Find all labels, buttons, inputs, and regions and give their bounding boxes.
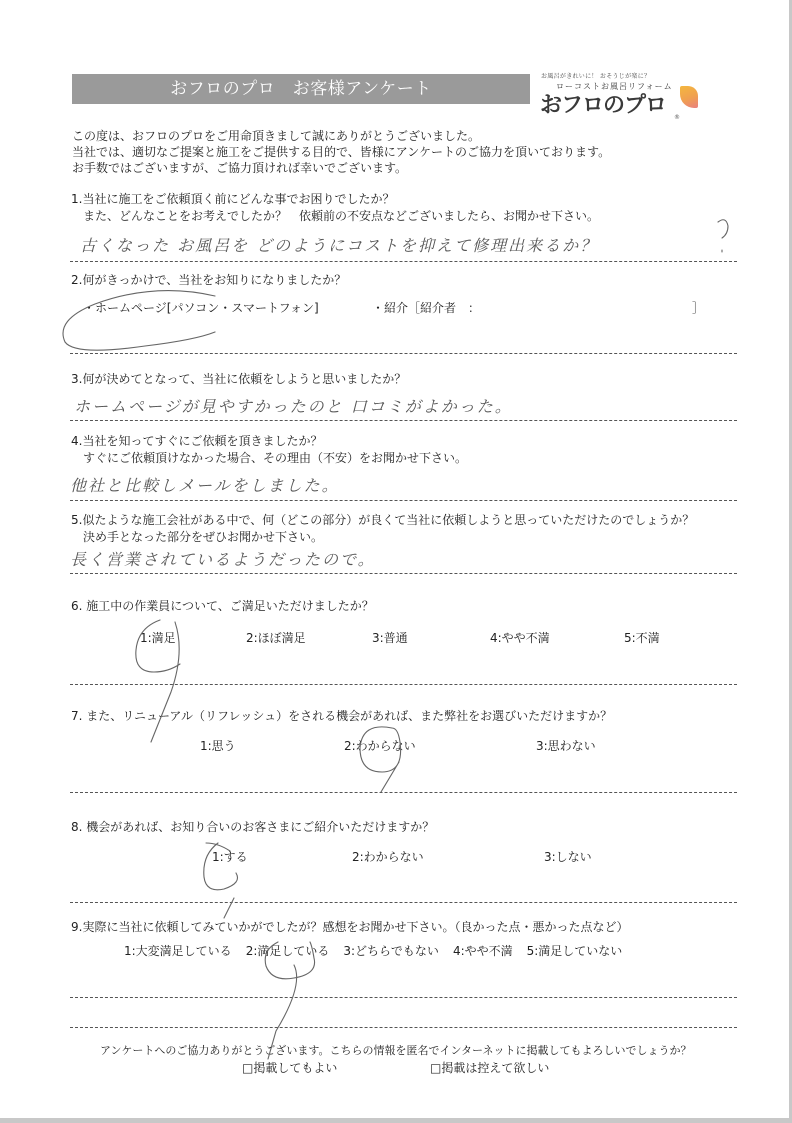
q8-option-2[interactable]: 2:わからない	[352, 850, 424, 864]
q4-handwritten-answer[interactable]: 他社と比較しメールをしました。	[70, 476, 340, 495]
q1-handwritten-answer[interactable]: 古くなった お風呂を どのようにコストを抑えて修理出来るか？	[80, 236, 599, 255]
q4-line-2: すぐにご依頼頂けなかった場合、その理由（不安）をお聞かせ下さい。	[71, 451, 468, 465]
q6-option-3[interactable]: 3:普通	[372, 631, 408, 645]
q8-option-3[interactable]: 3:しない	[544, 850, 592, 864]
q9-answer-line-2	[70, 1027, 737, 1028]
q5-answer-line	[70, 573, 737, 574]
intro-line-3: お手数ではございますが、ご協力頂ければ幸いでございます。	[72, 161, 408, 175]
q8-answer-line	[70, 902, 737, 903]
logo-accent-icon	[680, 86, 698, 108]
q9-options-row	[124, 944, 622, 959]
q5-line-1: 5.似たような施工会社がある中で、何（どこの部分）が良くて当社に依頼しようと思っていただけたのでしょうか？	[71, 513, 695, 527]
consent-option-no[interactable]	[430, 1061, 549, 1076]
q8-option-1[interactable]: 1:する	[212, 850, 248, 864]
q3-line-1: 3.何が決めてとなって、当社に依頼をしようと思いましたか？	[71, 372, 407, 386]
q3-answer-line	[70, 420, 737, 421]
q7-option-2[interactable]: 2:わからない	[344, 739, 416, 753]
q9-option-1[interactable]: 1:大変満足している	[124, 944, 232, 958]
q1-question-mark-stroke	[718, 220, 728, 252]
q7-option-3[interactable]: 3:思わない	[536, 739, 596, 753]
q9-option-5[interactable]: 5:満足していない	[526, 944, 623, 958]
intro-line-1: この度は、おフロのプロをご用命頂きまして誠にありがとうございました。	[72, 129, 481, 143]
q3-handwritten-answer[interactable]: ホームページが見やすかったのと 口コミがよかった。	[74, 397, 513, 416]
q9-answer-line-1	[70, 997, 737, 998]
consent-option-ok[interactable]	[242, 1061, 337, 1076]
logo-tagline: お風呂がきれいに！ おそうじが楽に？	[541, 73, 651, 80]
q7-line-1: 7. また、リニューアル（リフレッシュ）をされる機会があれば、また弊社をお選びいただけますか？	[71, 709, 613, 723]
checkbox-no-icon[interactable]: □	[430, 1061, 442, 1075]
q2-option-homepage[interactable]: ・ホームページ[パソコン・スマートフォン]	[83, 301, 319, 315]
logo-subtitle: ローコストお風呂リフォーム	[556, 82, 673, 91]
q4-line-1: 4.当社を知ってすぐにご依頼を頂きましたか？	[71, 434, 323, 448]
survey-title: おフロのプロ お客様アンケート	[170, 79, 432, 99]
q6-option-5[interactable]: 5:不満	[624, 631, 660, 645]
q2-line-1: 2.何がきっかけで、当社をお知りになりましたか？	[71, 273, 347, 287]
checkbox-ok-icon[interactable]: □	[242, 1061, 254, 1075]
survey-title-bar	[72, 74, 530, 104]
intro-line-2: 当社では、適切なご提案と施工をご提供する目的で、皆様にアンケートのご協力を頂いております。	[72, 145, 611, 159]
q2-referral-bracket: ］	[692, 301, 705, 315]
q6-option-1[interactable]: 1:満足	[140, 631, 176, 645]
consent-option-ok-label: 掲載してもよい	[253, 1061, 338, 1075]
q9-line-1: 9.実際に当社に依頼してみていかがでしたが？感想をお聞かせ下さい。（良かった点・悪かった点など）	[71, 920, 629, 934]
q6-option-4[interactable]: 4:やや不満	[490, 631, 550, 645]
q4-answer-line	[70, 500, 737, 501]
consent-question: アンケートへのご協力ありがとうございます。こちらの情報を匿名でインターネットに掲載してもよろしいでしょうか？	[100, 1044, 692, 1057]
q6-line-1: 6. 施工中の作業員について、ご満足いただけましたか？	[71, 599, 374, 613]
q1-line-1: 1.当社に施工をご依頼頂く前にどんな事でお困りでしたか？	[71, 192, 395, 206]
q9-selection-circle-mark	[265, 942, 314, 1059]
q9-option-3[interactable]: 3:どちらでもない	[343, 944, 439, 958]
q2-option-referral[interactable]: ・紹介［紹介者 ：	[372, 301, 481, 315]
logo-registered-mark: ®	[674, 114, 680, 121]
q7-option-1[interactable]: 1:思う	[200, 739, 236, 753]
consent-option-no-label: 掲載は控えて欲しい	[441, 1061, 550, 1075]
q6-option-2[interactable]: 2:ほぼ満足	[246, 631, 306, 645]
q1-answer-line	[70, 261, 737, 262]
q2-answer-line	[70, 353, 737, 354]
q8-line-1: 8. 機会があれば、お知り合いのお客さまにご紹介いただけますか？	[71, 820, 435, 834]
q5-line-2: 決め手となった部分をぜひお聞かせ下さい。	[71, 530, 324, 544]
q5-handwritten-answer[interactable]: 長く営業されているようだったので。	[70, 550, 376, 569]
q6-answer-line	[70, 684, 737, 685]
q7-selection-circle-mark	[360, 727, 401, 792]
q2-homepage-circle-mark	[63, 291, 215, 351]
q7-answer-line	[70, 792, 737, 793]
q9-option-4[interactable]: 4:やや不満	[452, 944, 513, 958]
q9-option-2[interactable]: 2:満足している	[245, 944, 330, 958]
q1-line-2: また、どんなことをお考えでしたか？ 依頼前の不安点などございましたら、お聞かせ下さい。	[71, 209, 600, 223]
logo-name: おフロのプロ	[540, 93, 667, 118]
